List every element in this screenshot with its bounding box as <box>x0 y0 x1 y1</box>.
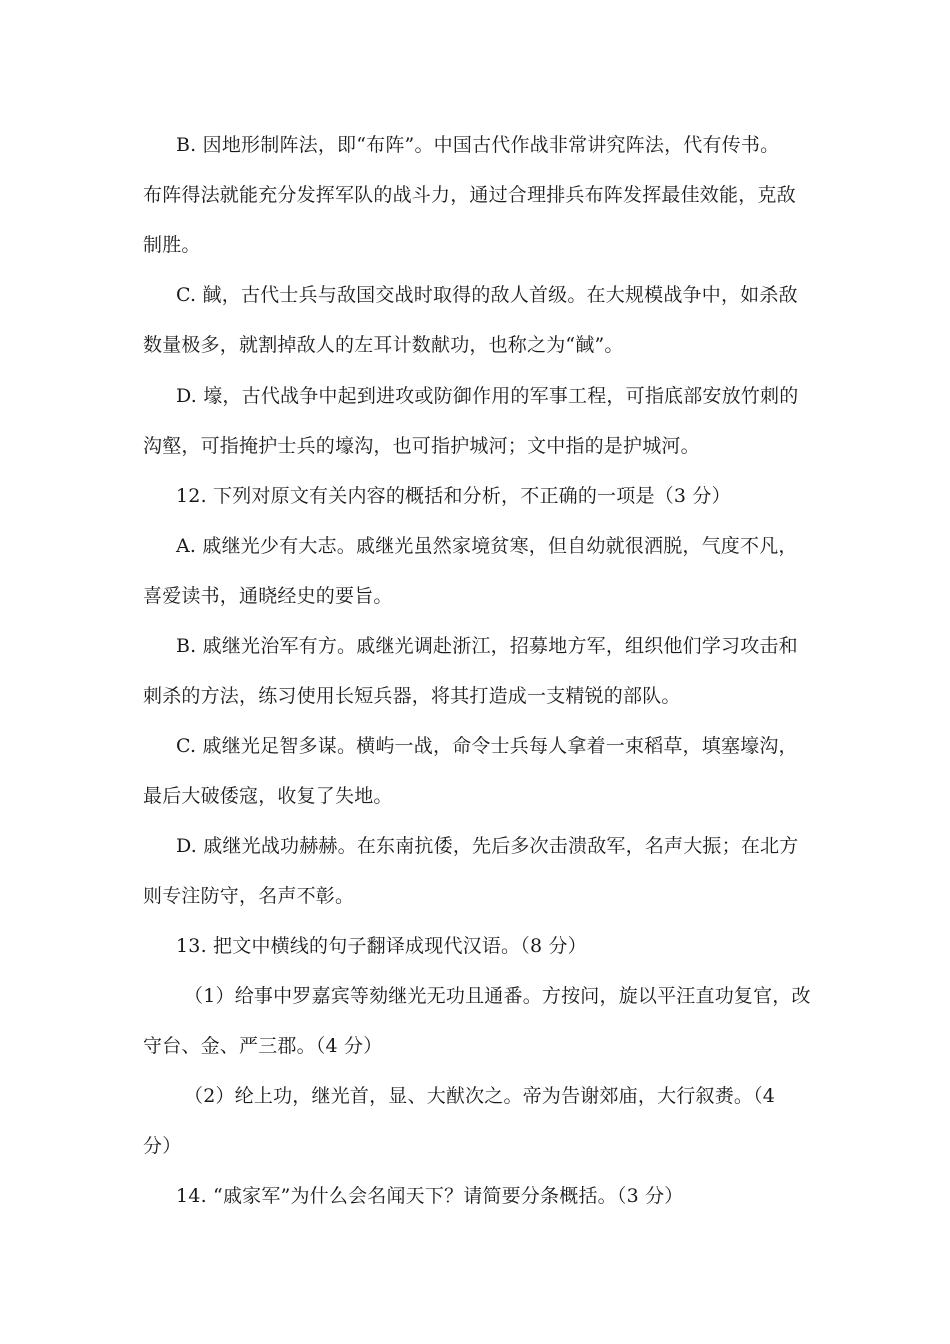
q12-option-a-line-2: 喜爱读书，通晓经史的要旨。 <box>143 585 393 607</box>
q13-part-2-line-2: 分） <box>143 1135 182 1157</box>
q12-option-c-line-2: 最后大破倭寇，收复了失地。 <box>143 785 393 807</box>
question-12: 12. 下列对原文有关内容的概括和分析，不正确的一项是（3 分） <box>176 485 731 507</box>
option-b-line-3: 制胜。 <box>143 234 201 256</box>
q12-option-d-line-1: D. 戚继光战功赫赫。在东南抗倭，先后多次击溃敌军，名声大振；在北方 <box>176 835 799 857</box>
option-b-line-2: 布阵得法就能充分发挥军队的战斗力，通过合理排兵布阵发挥最佳效能，克敌 <box>143 184 796 206</box>
q13-part-2-line-1: （2）纶上功，继光首，显、大猷次之。帝为告谢郊庙，大行叙赉。（4 <box>184 1085 776 1107</box>
option-d-line-2: 沟壑，可指掩护士兵的壕沟，也可指护城河；文中指的是护城河。 <box>143 435 700 457</box>
q12-option-b-line-2: 刺杀的方法，练习使用长短兵器，将其打造成一支精锐的部队。 <box>143 685 681 707</box>
question-13: 13. 把文中横线的句子翻译成现代汉语。（8 分） <box>176 935 587 957</box>
q13-part-1-line-1: （1）给事中罗嘉宾等劾继光无功且通番。方按问，旋以平汪直功复官，改 <box>184 985 811 1007</box>
option-c-line-1: C. 馘，古代士兵与敌国交战时取得的敌人首级。在大规模战争中，如杀敌 <box>176 284 798 306</box>
option-c-line-2: 数量极多，就割掉敌人的左耳计数献功，也称之为“馘”。 <box>143 334 624 356</box>
option-d-line-1: D. 壕，古代战争中起到进攻或防御作用的军事工程，可指底部安放竹刺的 <box>176 385 799 407</box>
q12-option-d-line-2: 则专注防守，名声不彰。 <box>143 885 355 907</box>
q12-option-c-line-1: C. 戚继光足智多谋。横屿一战，命令士兵每人拿着一束稻草，填塞壕沟， <box>176 735 798 757</box>
option-b-line-1: B. 因地形制阵法，即“布阵”。中国古代作战非常讲究阵法，代有传书。 <box>176 134 780 156</box>
q12-option-a-line-1: A. 戚继光少有大志。戚继光虽然家境贫寒，但自幼就很洒脱，气度不凡， <box>176 535 798 557</box>
q13-part-1-line-2: 守台、金、严三郡。（4 分） <box>143 1035 383 1057</box>
question-14: 14. “戚家军”为什么会名闻天下？请简要分条概括。（3 分） <box>176 1185 684 1207</box>
q12-option-b-line-1: B. 戚继光治军有方。戚继光调赴浙江，招募地方军，组织他们学习攻击和 <box>176 635 798 657</box>
